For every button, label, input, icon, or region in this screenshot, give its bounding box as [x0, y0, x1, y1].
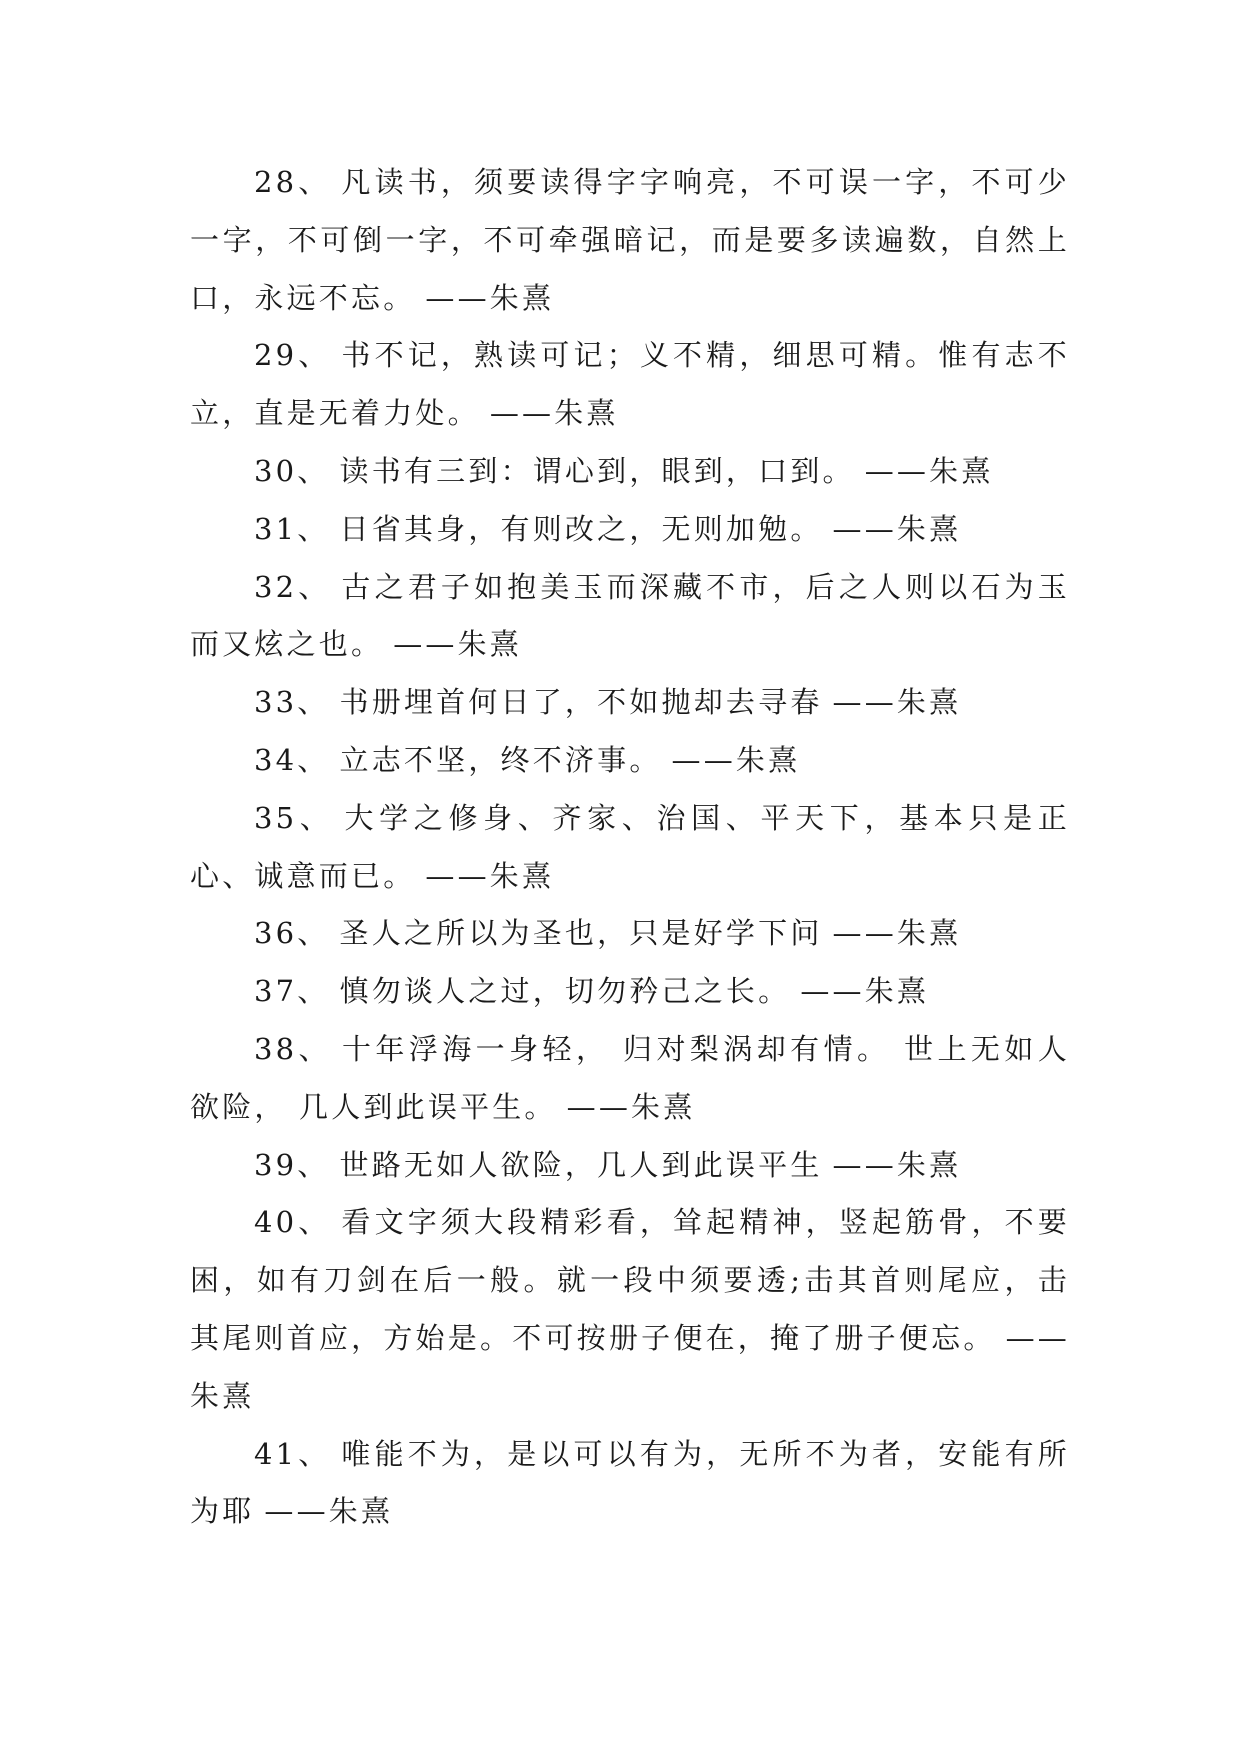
quote-author: ——朱熹	[489, 396, 619, 431]
quote-number: 30、	[254, 453, 330, 488]
quote-number: 41、	[254, 1436, 332, 1471]
quote-author: ——朱熹	[832, 511, 962, 546]
quote-author: ——朱熹	[566, 1089, 696, 1124]
quote-text: 唯能不为，是以可以有为，无所不为者，安能有所为耶	[190, 1436, 1070, 1529]
quote-author: ——朱熹	[800, 974, 930, 1009]
quote-text: 读书有三到：谓心到，眼到，口到。	[339, 453, 855, 488]
quote-item	[190, 1426, 1070, 1542]
quote-number: 39、	[254, 1147, 330, 1182]
quote-number: 34、	[254, 742, 330, 777]
quote-item	[190, 963, 1070, 1021]
quote-text: 书不记，熟读可记；义不精，细思可精。惟有志不立，直是无着力处。	[190, 338, 1070, 431]
quote-item	[190, 1194, 1070, 1425]
quote-author: ——朱熹	[864, 453, 994, 488]
quote-list	[190, 154, 1070, 1541]
quote-text: 慎勿谈人之过，切勿矜己之长。	[339, 974, 791, 1009]
quote-text: 看文字须大段精彩看，耸起精神，竖起筋骨，不要困，如有刀剑在后一般。就一段中须要透;击其首则尾应，击其尾则首应，方始是。不可按册子便在，掩了册子便忘。	[190, 1205, 1070, 1355]
quote-number: 40、	[254, 1205, 332, 1240]
quote-author: ——朱熹	[832, 916, 962, 951]
quote-number: 29、	[254, 338, 332, 373]
quote-author: ——朱熹	[425, 280, 555, 315]
quote-item	[190, 732, 1070, 790]
quote-author: ——朱熹	[671, 742, 801, 777]
quote-author: ——朱熹	[393, 627, 523, 662]
quote-text: 凡读书，须要读得字字响亮，不可误一字，不可少一字，不可倒一字，不可牵强暗记，而是要多读遍数，自然上口，永远不忘。	[190, 165, 1070, 315]
quote-number: 37、	[254, 974, 330, 1009]
quote-author: ——朱熹	[425, 858, 555, 893]
quote-item	[190, 674, 1070, 732]
quote-author: ——朱熹	[264, 1494, 394, 1529]
quote-item	[190, 501, 1070, 559]
quote-author: ——朱熹	[832, 685, 962, 720]
quote-text: 日省其身，有则改之，无则加勉。	[339, 511, 823, 546]
quote-item	[190, 905, 1070, 963]
quote-text: 十年浮海一身轻， 归对梨涡却有情。 世上无如人欲险， 几人到此误平生。	[190, 1031, 1070, 1124]
quote-number: 35、	[254, 800, 335, 835]
quote-number: 31、	[254, 511, 330, 546]
quote-number: 38、	[254, 1031, 332, 1066]
quote-item	[190, 559, 1070, 675]
quote-item	[190, 790, 1070, 906]
quote-author: ——朱熹	[190, 1320, 1070, 1413]
quote-item	[190, 154, 1070, 327]
quote-text: 书册埋首何日了，不如抛却去寻春	[339, 685, 823, 720]
quote-item	[190, 443, 1070, 501]
quote-number: 36、	[254, 916, 330, 951]
quote-item	[190, 327, 1070, 443]
quote-author: ——朱熹	[832, 1147, 962, 1182]
quote-item	[190, 1021, 1070, 1137]
quote-number: 33、	[254, 685, 330, 720]
quote-text: 大学之修身、齐家、治国、平天下，基本只是正心、诚意而已。	[190, 800, 1070, 893]
quote-text: 世路无如人欲险，几人到此误平生	[339, 1147, 823, 1182]
quote-text: 立志不坚，终不济事。	[339, 742, 662, 777]
quote-text: 圣人之所以为圣也，只是好学下问	[339, 916, 823, 951]
quote-number: 32、	[254, 569, 332, 604]
quote-number: 28、	[254, 165, 332, 199]
quote-text: 古之君子如抱美玉而深藏不市，后之人则以石为玉而又炫之也。	[190, 569, 1070, 662]
quote-item	[190, 1137, 1070, 1195]
